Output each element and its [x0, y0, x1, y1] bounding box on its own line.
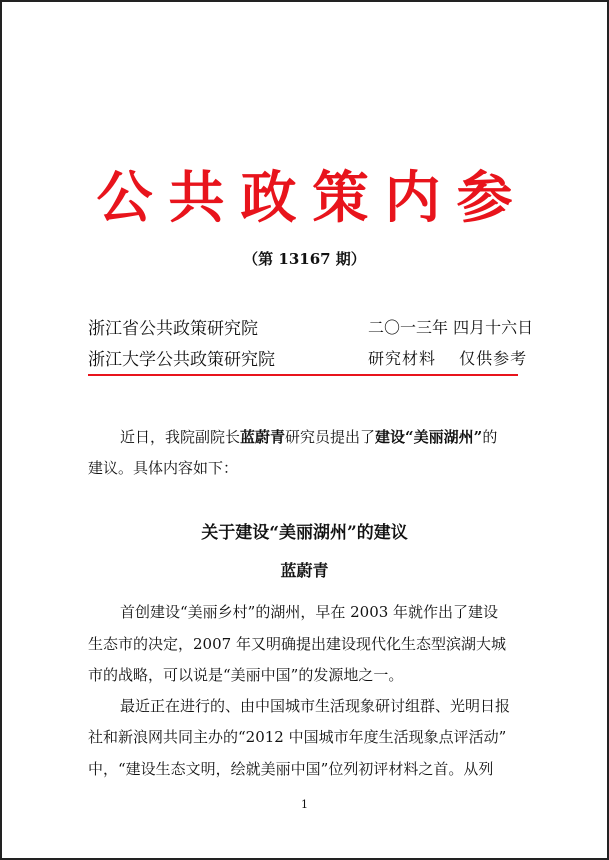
paragraph-1-line: 市的战略，可以说是“美丽中国”的发源地之一。 [88, 666, 404, 684]
organization-line-1: 浙江省公共政策研究院 [88, 319, 258, 339]
issue-number: （第 13167 期） [243, 250, 366, 268]
paragraph-1-line: 生态市的决定，2007 年又明确提出建设现代化生态型滨湖大城 [88, 635, 506, 653]
publication-date: 二〇一三年 四月十六日 [368, 318, 534, 337]
document-title: 公共政策内参 [96, 165, 529, 231]
article-author: 蓝蔚青 [280, 561, 329, 580]
usage-note: 研究材料 仅供参考 [368, 349, 528, 368]
author-name-inline: 蓝蔚青 [240, 428, 286, 446]
paragraph-2-line: 最近正在进行的、由中国城市生活现象研讨组群、光明日报 [120, 697, 511, 715]
intro-line-2: 建议。具体内容如下： [88, 459, 239, 477]
paragraph-2-line: 社和新浪网共同主办的“2012 中国城市年度生活现象点评活动” [88, 728, 507, 746]
intro-line-1 [120, 422, 540, 453]
header-divider [88, 374, 518, 376]
organization-line-2: 浙江大学公共政策研究院 [88, 350, 275, 370]
intro-text: 近日，我院副院长 [120, 428, 241, 446]
page-number: 1 [301, 798, 308, 811]
intro-text: 的 [482, 428, 498, 446]
article-title: 关于建设“美丽湖州”的建议 [201, 523, 408, 543]
proposal-name-inline: 建设“美丽湖州” [375, 428, 483, 446]
intro-text: 研究员提出了 [285, 428, 376, 446]
paragraph-1-line: 首创建设“美丽乡村”的湖州，早在 2003 年就作出了建设 [120, 603, 499, 621]
paragraph-2-line: 中，“建设生态文明，绘就美丽中国”位列初评材料之首。从列 [88, 760, 494, 778]
